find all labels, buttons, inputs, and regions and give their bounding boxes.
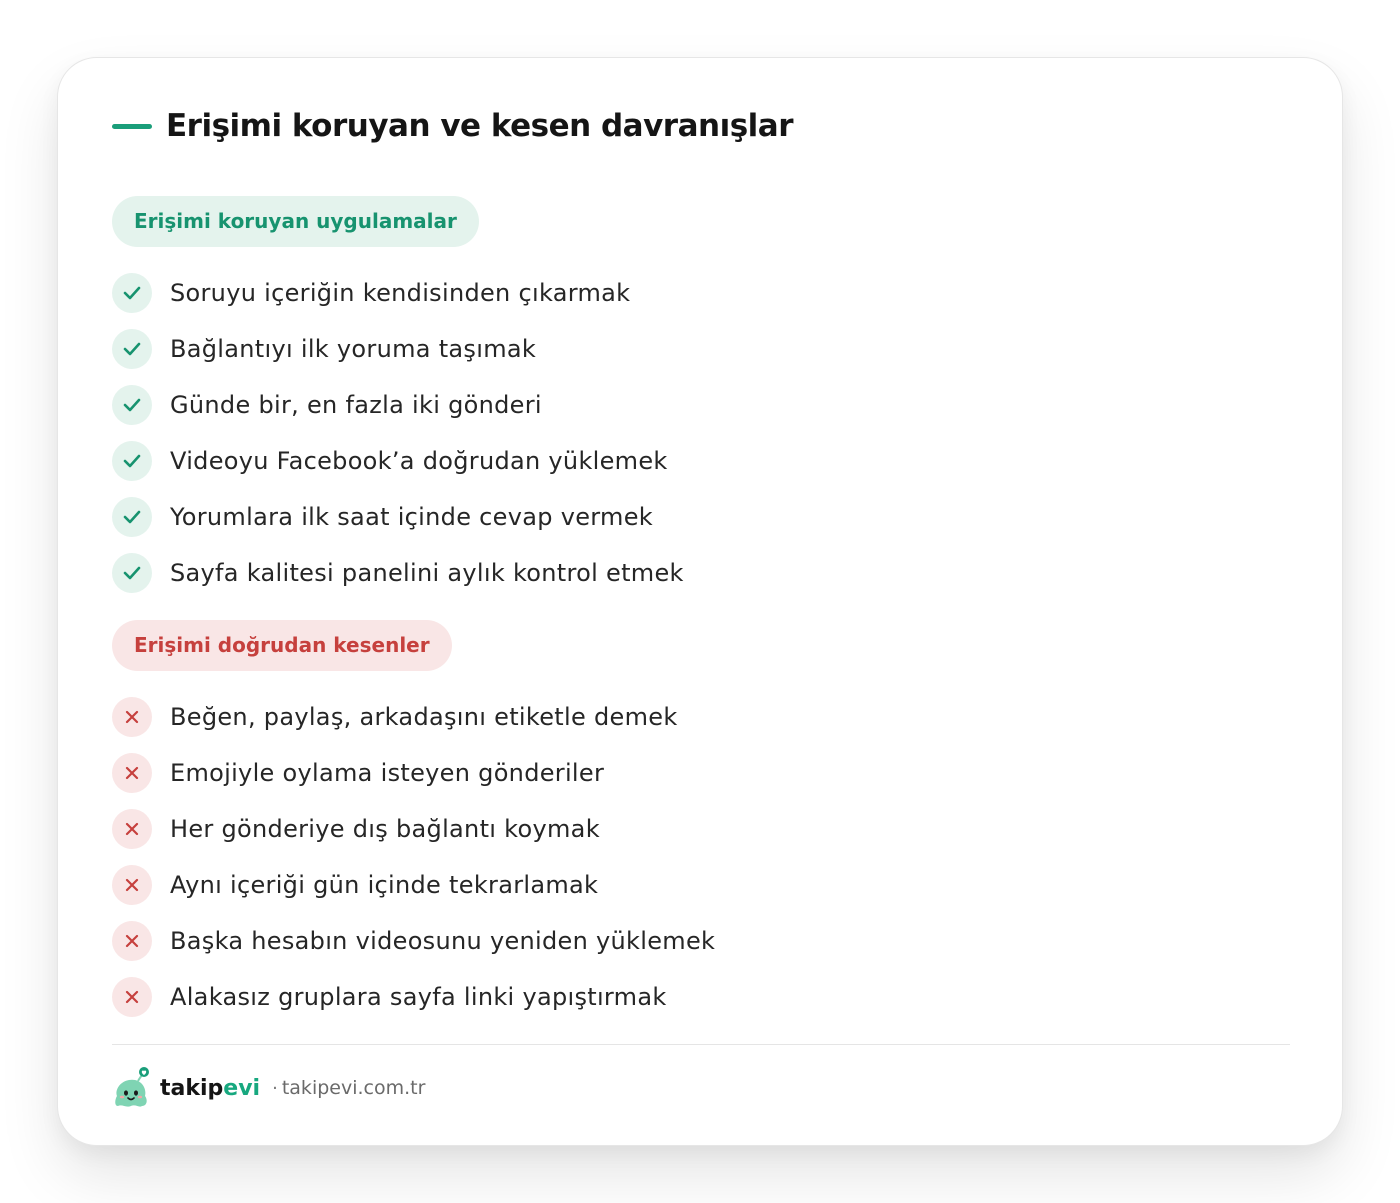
check-icon xyxy=(112,385,152,425)
bad-practice-item xyxy=(112,801,715,857)
bad-practice-text: Her gönderiye dış bağlantı koymak xyxy=(170,815,600,843)
site-url: takipevi.com.tr xyxy=(281,1077,426,1099)
check-icon xyxy=(112,441,152,481)
title-accent-bar xyxy=(112,124,152,129)
check-icon xyxy=(112,273,152,313)
good-practice-text: Yorumlara ilk saat içinde cevap vermek xyxy=(170,503,653,531)
good-section-label: Erişimi koruyan uygulamalar xyxy=(112,196,479,247)
bad-practice-item xyxy=(112,745,715,801)
cross-icon xyxy=(112,977,152,1017)
good-practices-list xyxy=(112,265,684,601)
good-practice-text: Bağlantıyı ilk yoruma taşımak xyxy=(170,335,537,363)
footer xyxy=(112,1066,425,1110)
title-row xyxy=(112,108,793,144)
brand-name-main: takip xyxy=(160,1075,224,1101)
check-icon xyxy=(112,329,152,369)
bad-practice-text: Başka hesabın videosunu yeniden yüklemek xyxy=(170,927,716,955)
check-icon xyxy=(112,497,152,537)
check-icon xyxy=(112,553,152,593)
good-practice-item xyxy=(112,265,684,321)
good-practice-text: Günde bir, en fazla iki gönderi xyxy=(170,391,542,419)
bad-practice-item xyxy=(112,913,715,969)
cross-icon xyxy=(112,921,152,961)
page-title: Erişimi koruyan ve kesen davranışlar xyxy=(166,108,793,144)
bad-practices-list xyxy=(112,689,715,1025)
cross-icon xyxy=(112,753,152,793)
bad-practice-text: Alakasız gruplara sayfa linki yapıştırmak xyxy=(170,983,667,1011)
good-practice-item xyxy=(112,433,684,489)
bad-practice-text: Aynı içeriği gün içinde tekrarlamak xyxy=(170,871,599,899)
good-practice-text: Sayfa kalitesi panelini aylık kontrol etmek xyxy=(170,559,684,587)
good-practice-text: Soruyu içeriğin kendisinden çıkarmak xyxy=(170,279,631,307)
bad-practice-text: Emojiyle oylama isteyen gönderiler xyxy=(170,759,605,787)
bad-section-label: Erişimi doğrudan kesenler xyxy=(112,620,452,671)
footer-separator: · xyxy=(272,1077,278,1099)
cross-icon xyxy=(112,809,152,849)
good-practice-text: Videoyu Facebook’a doğrudan yüklemek xyxy=(170,447,668,475)
footer-divider xyxy=(112,1044,1290,1045)
bad-practices-section xyxy=(112,620,715,1025)
content-card xyxy=(57,57,1343,1146)
cross-icon xyxy=(112,865,152,905)
brand-name-accent: evi xyxy=(223,1075,261,1101)
cross-icon xyxy=(112,697,152,737)
good-practices-section xyxy=(112,196,684,601)
takipevi-mascot-logo xyxy=(112,1066,150,1110)
good-practice-item xyxy=(112,321,684,377)
good-practice-item xyxy=(112,545,684,601)
bad-practice-item xyxy=(112,969,715,1025)
bad-practice-item xyxy=(112,689,715,745)
good-practice-item xyxy=(112,377,684,433)
good-practice-item xyxy=(112,489,684,545)
bad-practice-text: Beğen, paylaş, arkadaşını etiketle demek xyxy=(170,703,678,731)
bad-practice-item xyxy=(112,857,715,913)
